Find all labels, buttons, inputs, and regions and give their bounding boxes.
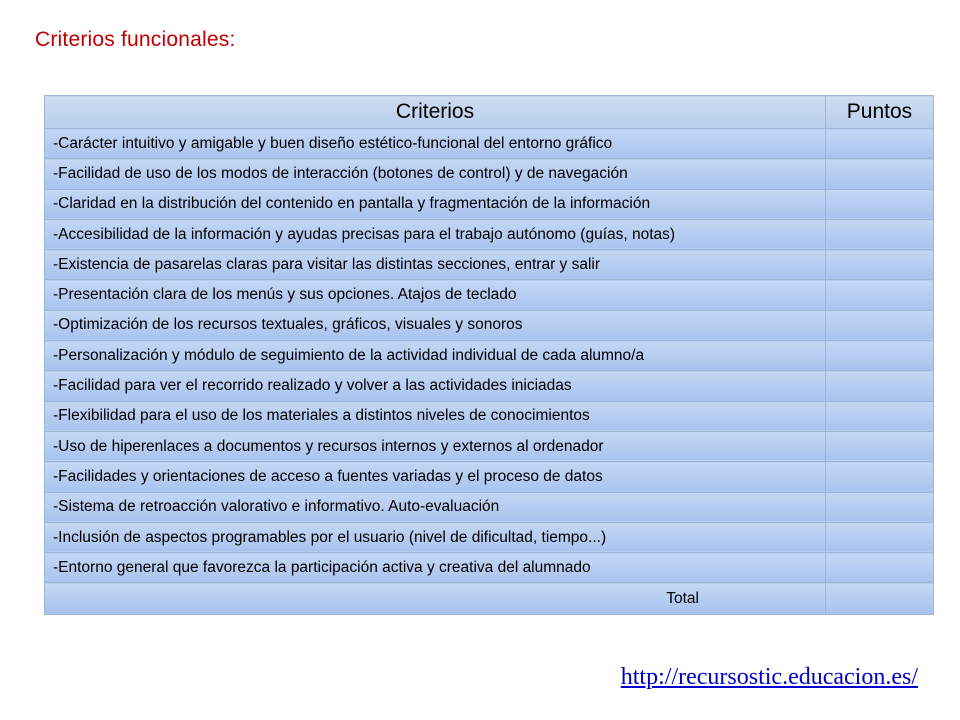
points-cell[interactable]	[826, 462, 934, 492]
criterion-cell: -Carácter intuitivo y amigable y buen diseño estético-funcional del entorno gráfico	[45, 129, 826, 159]
column-header-points: Puntos	[826, 96, 934, 129]
points-cell[interactable]	[826, 553, 934, 583]
criterion-cell: -Facilidad de uso de los modos de interacción (botones de control) y de navegación	[45, 159, 826, 189]
criteria-table	[44, 95, 934, 615]
points-cell[interactable]	[826, 129, 934, 159]
points-cell[interactable]	[826, 371, 934, 401]
criterion-cell: -Facilidad para ver el recorrido realizado y volver a las actividades iniciadas	[45, 371, 826, 401]
criterion-cell: -Existencia de pasarelas claras para visitar las distintas secciones, entrar y salir	[45, 250, 826, 280]
table-row	[45, 492, 934, 522]
points-cell[interactable]	[826, 401, 934, 431]
criterion-cell: -Personalización y módulo de seguimiento de la actividad individual de cada alumno/a	[45, 341, 826, 371]
points-cell[interactable]	[826, 250, 934, 280]
table-header-row	[45, 96, 934, 129]
table-row	[45, 462, 934, 492]
criterion-cell: -Presentación clara de los menús y sus opciones. Atajos de teclado	[45, 280, 826, 310]
criterion-cell: -Inclusión de aspectos programables por el usuario (nivel de dificultad, tiempo...)	[45, 522, 826, 552]
total-points-cell[interactable]	[826, 583, 934, 615]
points-cell[interactable]	[826, 431, 934, 461]
points-cell[interactable]	[826, 159, 934, 189]
points-cell[interactable]	[826, 492, 934, 522]
table-row	[45, 401, 934, 431]
table-row	[45, 371, 934, 401]
criterion-cell: -Optimización de los recursos textuales, gráficos, visuales y sonoros	[45, 310, 826, 340]
criterion-cell: -Flexibilidad para el uso de los materiales a distintos niveles de conocimientos	[45, 401, 826, 431]
criterion-cell: -Uso de hiperenlaces a documentos y recursos internos y externos al ordenador	[45, 431, 826, 461]
table-row	[45, 219, 934, 249]
criterion-cell: -Claridad en la distribución del contenido en pantalla y fragmentación de la información	[45, 189, 826, 219]
table-row	[45, 159, 934, 189]
criterion-cell: -Sistema de retroacción valorativo e informativo. Auto-evaluación	[45, 492, 826, 522]
table-row	[45, 129, 934, 159]
table-row	[45, 189, 934, 219]
points-cell[interactable]	[826, 219, 934, 249]
points-cell[interactable]	[826, 310, 934, 340]
table-row	[45, 553, 934, 583]
table-row	[45, 310, 934, 340]
table-row	[45, 280, 934, 310]
criterion-cell: -Accesibilidad de la información y ayudas precisas para el trabajo autónomo (guías, notas)	[45, 219, 826, 249]
table-body	[45, 129, 934, 615]
points-cell[interactable]	[826, 280, 934, 310]
table-row	[45, 250, 934, 280]
column-header-criteria: Criterios	[45, 96, 826, 129]
table-row	[45, 431, 934, 461]
criterion-cell: -Entorno general que favorezca la participación activa y creativa del alumnado	[45, 553, 826, 583]
points-cell[interactable]	[826, 522, 934, 552]
points-cell[interactable]	[826, 341, 934, 371]
total-row	[45, 583, 934, 615]
criterion-cell: -Facilidades y orientaciones de acceso a fuentes variadas y el proceso de datos	[45, 462, 826, 492]
total-label: Total	[45, 583, 826, 615]
page-title: Criterios funcionales:	[35, 28, 236, 51]
points-cell[interactable]	[826, 189, 934, 219]
table-row	[45, 341, 934, 371]
table-row	[45, 522, 934, 552]
source-link[interactable]: http://recursostic.educacion.es/	[620, 664, 918, 690]
